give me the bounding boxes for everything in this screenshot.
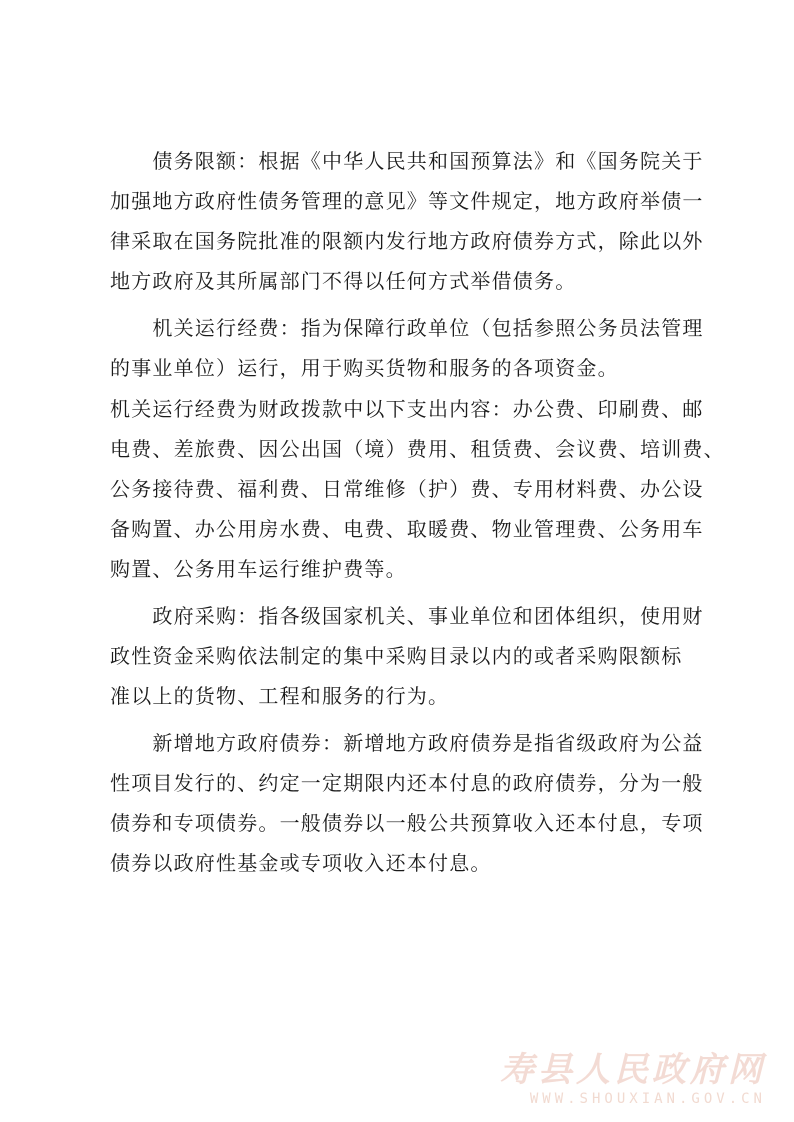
watermark-title: 寿县人民政府网 xyxy=(500,1050,766,1090)
text-line: 政府采购：指各级国家机关、事业单位和团体组织，使用财 xyxy=(110,604,704,628)
text-line: 债券以政府性基金或专项收入还本付息。 xyxy=(110,851,492,875)
text-line: 律采取在国务院批准的限额内发行地方政府债券方式，除此以外 xyxy=(110,229,704,253)
text-line: 机关运行经费为财政拨款中以下支出内容：办公费、印刷费、邮 xyxy=(110,397,704,421)
text-line: 新增地方政府债券：新增地方政府债券是指省级政府为公益 xyxy=(110,731,704,755)
text-line: 加强地方政府性债务管理的意见》等文件规定，地方政府举债一 xyxy=(110,189,704,213)
text-line: 债务限额：根据《中华人民共和国预算法》和《国务院关于 xyxy=(110,149,704,173)
text-line: 电费、差旅费、因公出国（境）费用、租赁费、会议费、培训费、 xyxy=(110,437,725,461)
text-line: 机关运行经费：指为保障行政单位（包括参照公务员法管理 xyxy=(110,316,704,340)
text-line: 性项目发行的、约定一定期限内还本付息的政府债券，分为一般 xyxy=(110,771,704,795)
text-line: 备购置、办公用房水费、电费、取暖费、物业管理费、公务用车 xyxy=(110,517,704,541)
text-line: 购置、公务用车运行维护费等。 xyxy=(110,557,407,581)
text-line: 债券和专项债券。一般债券以一般公共预算收入还本付息，专项 xyxy=(110,811,704,835)
text-line: 地方政府及其所属部门不得以任何方式举借债务。 xyxy=(110,269,577,293)
text-line: 政性资金采购依法制定的集中采购目录以内的或者采购限额标 xyxy=(110,644,683,668)
text-line: 的事业单位）运行，用于购买货物和服务的各项资金。 xyxy=(110,356,619,380)
text-line: 准以上的货物、工程和服务的行为。 xyxy=(110,684,450,708)
site-watermark xyxy=(500,1050,766,1108)
text-line: 公务接待费、福利费、日常维修（护）费、专用材料费、办公设 xyxy=(110,477,704,501)
watermark-url: WWW.SHOUXIAN.GOV.CN xyxy=(529,1091,766,1107)
